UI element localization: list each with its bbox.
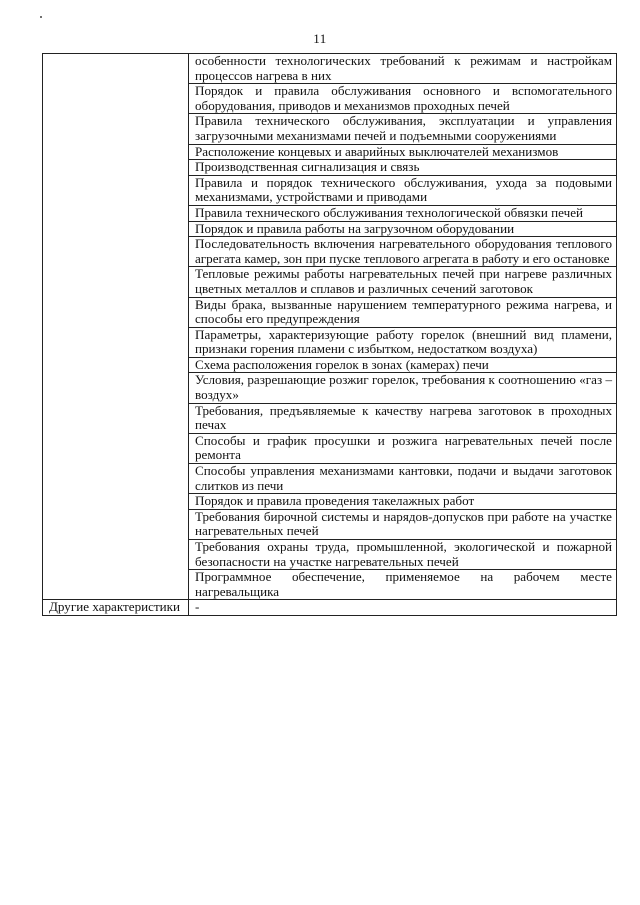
- requirement-item: Правила технического обслуживания технологической обвязки печей: [189, 205, 617, 221]
- other-characteristics-value: -: [189, 600, 617, 616]
- requirement-item: Производственная сигнализация и связь: [189, 160, 617, 176]
- requirement-item: особенности технологических требований к режимам и настройкам процессов нагрева в них: [189, 54, 617, 84]
- requirement-item: Порядок и правила проведения такелажных работ: [189, 494, 617, 510]
- requirement-item: Требования, предъявляемые к качеству нагрева заготовок в проходных печах: [189, 403, 617, 433]
- requirement-item: Параметры, характеризующие работу горелок (внешний вид пламени, признаки горения пламени с избытком, недостатком воздуха): [189, 327, 617, 357]
- requirement-item: Правила и порядок технического обслуживания, ухода за подовыми механизмами, устройствами и приводами: [189, 175, 617, 205]
- requirement-item: Правила технического обслуживания, эксплуатации и управления загрузочными механизмами печей и подъемными сооружениями: [189, 114, 617, 144]
- requirement-item: Последовательность включения нагревательного оборудования теплового агрегата камер, зон при пуске теплового агрегата в работу и его остановке: [189, 237, 617, 267]
- knowledge-requirements-table: [42, 53, 617, 616]
- requirement-item: Схема расположения горелок в зонах (камерах) печи: [189, 357, 617, 373]
- table-row: [43, 54, 617, 84]
- other-characteristics-label: Другие характеристики: [43, 600, 189, 616]
- requirement-item: Виды брака, вызванные нарушением температурного режима нагрева, и способы его предупреждения: [189, 297, 617, 327]
- requirement-item: Программное обеспечение, применяемое на рабочем месте нагревальщика: [189, 570, 617, 600]
- scan-speck: [40, 16, 42, 18]
- requirement-item: Требования бирочной системы и нарядов-допусков при работе на участке нагревательных печей: [189, 509, 617, 539]
- empty-label-cell: [43, 54, 189, 600]
- requirement-item: Порядок и правила обслуживания основного и вспомогательного оборудования, приводов и механизмов проходных печей: [189, 84, 617, 114]
- requirement-item: Требования охраны труда, промышленной, экологической и пожарной безопасности на участке нагревательных печей: [189, 540, 617, 570]
- requirement-item: Способы управления механизмами кантовки, подачи и выдачи заготовок слитков из печи: [189, 464, 617, 494]
- table-row: [43, 600, 617, 616]
- requirement-item: Тепловые режимы работы нагревательных печей при нагреве различных цветных металлов и сплавов и различных сечений заготовок: [189, 267, 617, 297]
- page-number: 11: [313, 31, 327, 46]
- requirement-item: Способы и график просушки и розжига нагревательных печей после ремонта: [189, 433, 617, 463]
- requirement-item: Порядок и правила работы на загрузочном оборудовании: [189, 221, 617, 237]
- requirement-item: Условия, разрешающие розжиг горелок, требования к соотношению «газ – воздух»: [189, 373, 617, 403]
- requirement-item: Расположение концевых и аварийных выключателей механизмов: [189, 144, 617, 160]
